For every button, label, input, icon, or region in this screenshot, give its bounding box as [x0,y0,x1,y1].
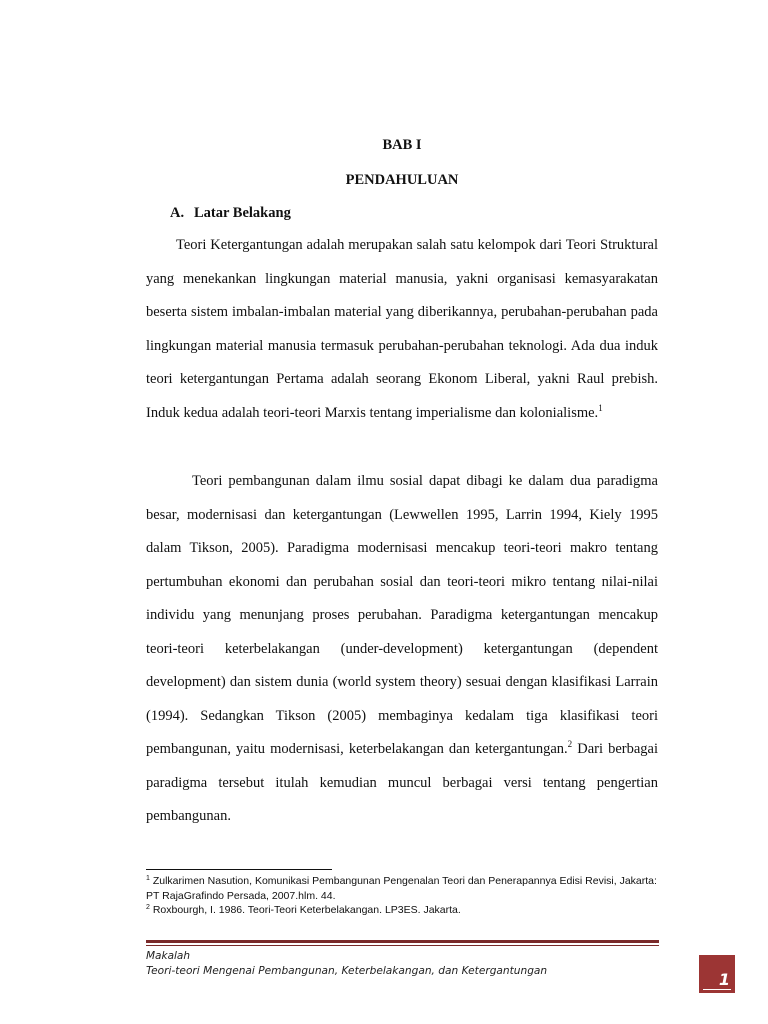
page-number: 1 [718,970,730,989]
chapter-number: BAB I [382,137,422,153]
section-letter: A. [170,205,185,221]
paragraph-text: Teori Ketergantungan adalah merupakan salah satu kelompok dari Teori Struktural yang menekankan lingkungan material manusia, yakni organisasi kemasyarakatan beserta sistem imbalan-imbalan material yang diberikannya, perubahan-perubahan pada lingkungan material manusia termasuk perubahan-perubahan teknologi. Ada dua induk teori ketergantungan Pertama adalah seorang Ekonom Liberal, yakni Raul prebish. Induk kedua adalah teori-teori Marxis tentang imperialisme dan kolonialisme. [146,237,658,421]
body-paragraph-2 [146,465,658,834]
paragraph-text-continued: Dari berbagai paradigma tersebut itulah kemudian muncul berbagai versi tentang pengertian pembangunan. [146,741,658,824]
footer-label: Makalah [146,950,191,962]
footnotes [146,874,658,918]
footnote-number: 2 [146,904,150,911]
section-heading [170,205,291,221]
page-number-badge [699,955,735,993]
paragraph-text: Teori pembangunan dalam ilmu sosial dapat dibagi ke dalam dua paradigma besar, modernisasi dan ketergantungan (Lewwellen 1995, Larrin 1994, Kiely 1995 dalam Tikson, 2005). Paradigma modernisasi mencakup teori-teori makro tentang pertumbuhan ekonomi dan perubahan sosial dan teori-teori mikro tentang nilai-nilai individu yang menunjang proses perubahan. Paradigma ketergantungan mencakup teori-teori keterbelakangan (under-development) ketergantungan (dependent development) dan sistem dunia (world system theory) sesuai dengan klasifikasi Larrain (1994). Sedangkan Tikson (2005) membaginya kedalam tiga klasifikasi teori pembangunan, yaitu modernisasi, keterbelakangan dan ketergantungan. [146,473,658,757]
footer-title: Teori-teori Mengenai Pembangunan, Keterbelakangan, dan Ketergantungan [146,965,548,977]
footnote-number: 1 [146,875,150,882]
chapter-title: PENDAHULUAN [345,172,459,188]
footnote-ref-1[interactable]: 1 [598,402,603,413]
footer-rule-thick [146,940,659,943]
footer-rule-thin [146,945,659,946]
footnote-2 [146,903,658,918]
body-paragraph-1 [146,229,658,430]
footnote-text: Zulkarimen Nasution, Komunikasi Pembangunan Pengenalan Teori dan Penerapannya Edisi Revisi, Jakarta: PT RajaGrafindo Persada, 2007.hlm. 44. [146,875,657,902]
footnote-1 [146,874,658,903]
footnote-ref-2[interactable]: 2 [567,739,573,749]
footnote-text: Roxbourgh, I. 1986. Teori-Teori Keterbelakangan. LP3ES. Jakarta. [149,904,461,916]
section-title: Latar Belakang [194,205,291,221]
footnote-separator [146,869,332,870]
